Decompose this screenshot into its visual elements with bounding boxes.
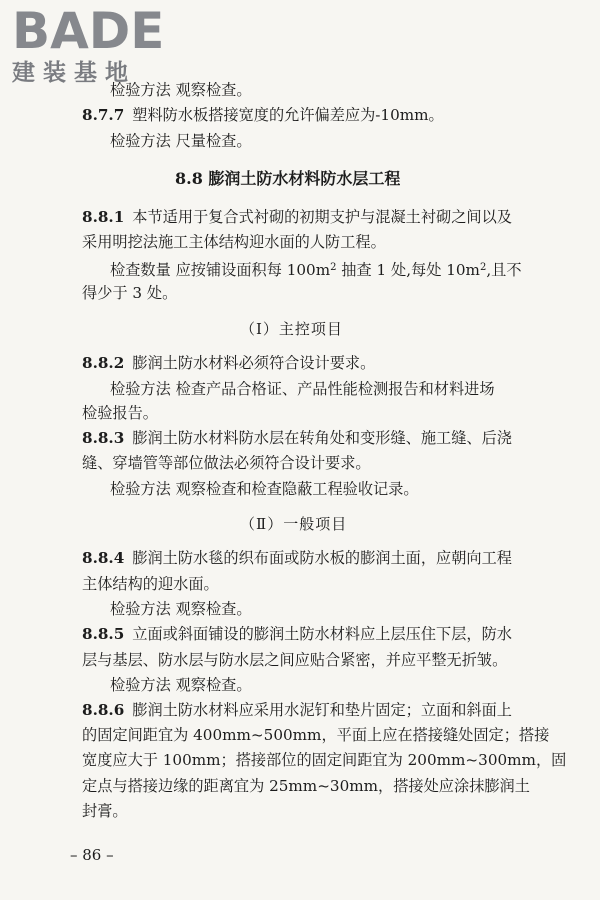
text-line: 的固定间距宜为 400mm~500mm，平面上应在搭接缝处固定；搭接 bbox=[82, 726, 550, 744]
section-heading: 8.8 膨润土防水材料防水层工程 bbox=[175, 169, 401, 188]
clause-8-8-2 bbox=[82, 352, 375, 374]
clause-number: 8.8.1 bbox=[82, 208, 125, 226]
clause-text: 膨润土防水材料应采用水泥钉和垫片固定；立面和斜面上 bbox=[132, 701, 512, 719]
text-line: 检验报告。 bbox=[82, 404, 158, 422]
clause-8-8-1 bbox=[82, 206, 512, 228]
clause-number: 8.8.2 bbox=[82, 354, 125, 372]
clause-number: 8.8.3 bbox=[82, 429, 125, 447]
subsection-heading-main: （Ⅰ）主控项目 bbox=[240, 320, 343, 338]
text-line: 检验方法 观察检查和检查隐蔽工程验收记录。 bbox=[110, 480, 419, 498]
text-line: 得少于 3 处。 bbox=[82, 284, 178, 302]
logo-subtitle: 建装基地 bbox=[12, 60, 136, 86]
text-line: 检验方法 观察检查。 bbox=[110, 81, 252, 99]
clause-number: 8.7.7 bbox=[82, 106, 125, 124]
clause-text: 塑料防水板搭接宽度的允许偏差应为-10mm。 bbox=[132, 106, 444, 124]
text-line: 检验方法 观察检查。 bbox=[110, 600, 252, 618]
text-line: 检验方法 观察检查。 bbox=[110, 676, 252, 694]
text-line: 检验方法 检查产品合格证、产品性能检测报告和材料进场 bbox=[110, 380, 495, 398]
text-line: 宽度应大于 100mm；搭接部位的固定间距宜为 200mm~300mm，固 bbox=[82, 751, 567, 769]
clause-8-8-6 bbox=[82, 699, 512, 721]
clause-text: 膨润土防水材料防水层在转角处和变形缝、施工缝、后浇 bbox=[132, 429, 512, 447]
clause-text: 膨润土防水毯的织布面或防水板的膨润土面，应朝向工程 bbox=[132, 549, 512, 567]
clause-text: 本节适用于复合式衬砌的初期支护与混凝土衬砌之间以及 bbox=[132, 208, 512, 226]
subsection-heading-general: （Ⅱ）一般项目 bbox=[240, 515, 348, 533]
page-number: – 86 – bbox=[70, 846, 114, 864]
clause-8-8-3 bbox=[82, 427, 512, 449]
text-line: 定点与搭接边缘的距离宜为 25mm~30mm，搭接处应涂抹膨润土 bbox=[82, 777, 530, 795]
clause-8-7-7 bbox=[82, 104, 444, 126]
text-line: 采用明挖法施工主体结构迎水面的人防工程。 bbox=[82, 233, 386, 251]
text-line: 主体结构的迎水面。 bbox=[82, 575, 219, 593]
text-fragment: 抽查 1 处,每处 10m bbox=[336, 261, 480, 279]
text-line: 检验方法 尺量检查。 bbox=[110, 132, 252, 150]
superscript: 2 bbox=[479, 262, 487, 273]
text-fragment: ,且不 bbox=[486, 261, 522, 279]
text-line: 层与基层、防水层与防水层之间应贴合紧密，并应平整无折皱。 bbox=[82, 651, 508, 669]
text-fragment: 检查数量 应按铺设面积每 100m bbox=[110, 261, 331, 279]
clause-number: 8.8.5 bbox=[82, 625, 125, 643]
clause-text: 膨润土防水材料必须符合设计要求。 bbox=[132, 354, 376, 372]
clause-8-8-4 bbox=[82, 547, 512, 569]
clause-8-8-5 bbox=[82, 623, 512, 645]
clause-number: 8.8.4 bbox=[82, 549, 125, 567]
clause-number: 8.8.6 bbox=[82, 701, 125, 719]
clause-text: 立面或斜面铺设的膨润土防水材料应上层压住下层，防水 bbox=[132, 625, 512, 643]
inspection-quantity-line bbox=[110, 257, 522, 281]
superscript: 2 bbox=[330, 262, 337, 273]
logo-wordmark: BADE bbox=[12, 2, 165, 60]
text-line: 缝、穿墙管等部位做法必须符合设计要求。 bbox=[82, 454, 371, 472]
text-line: 封膏。 bbox=[82, 802, 128, 820]
